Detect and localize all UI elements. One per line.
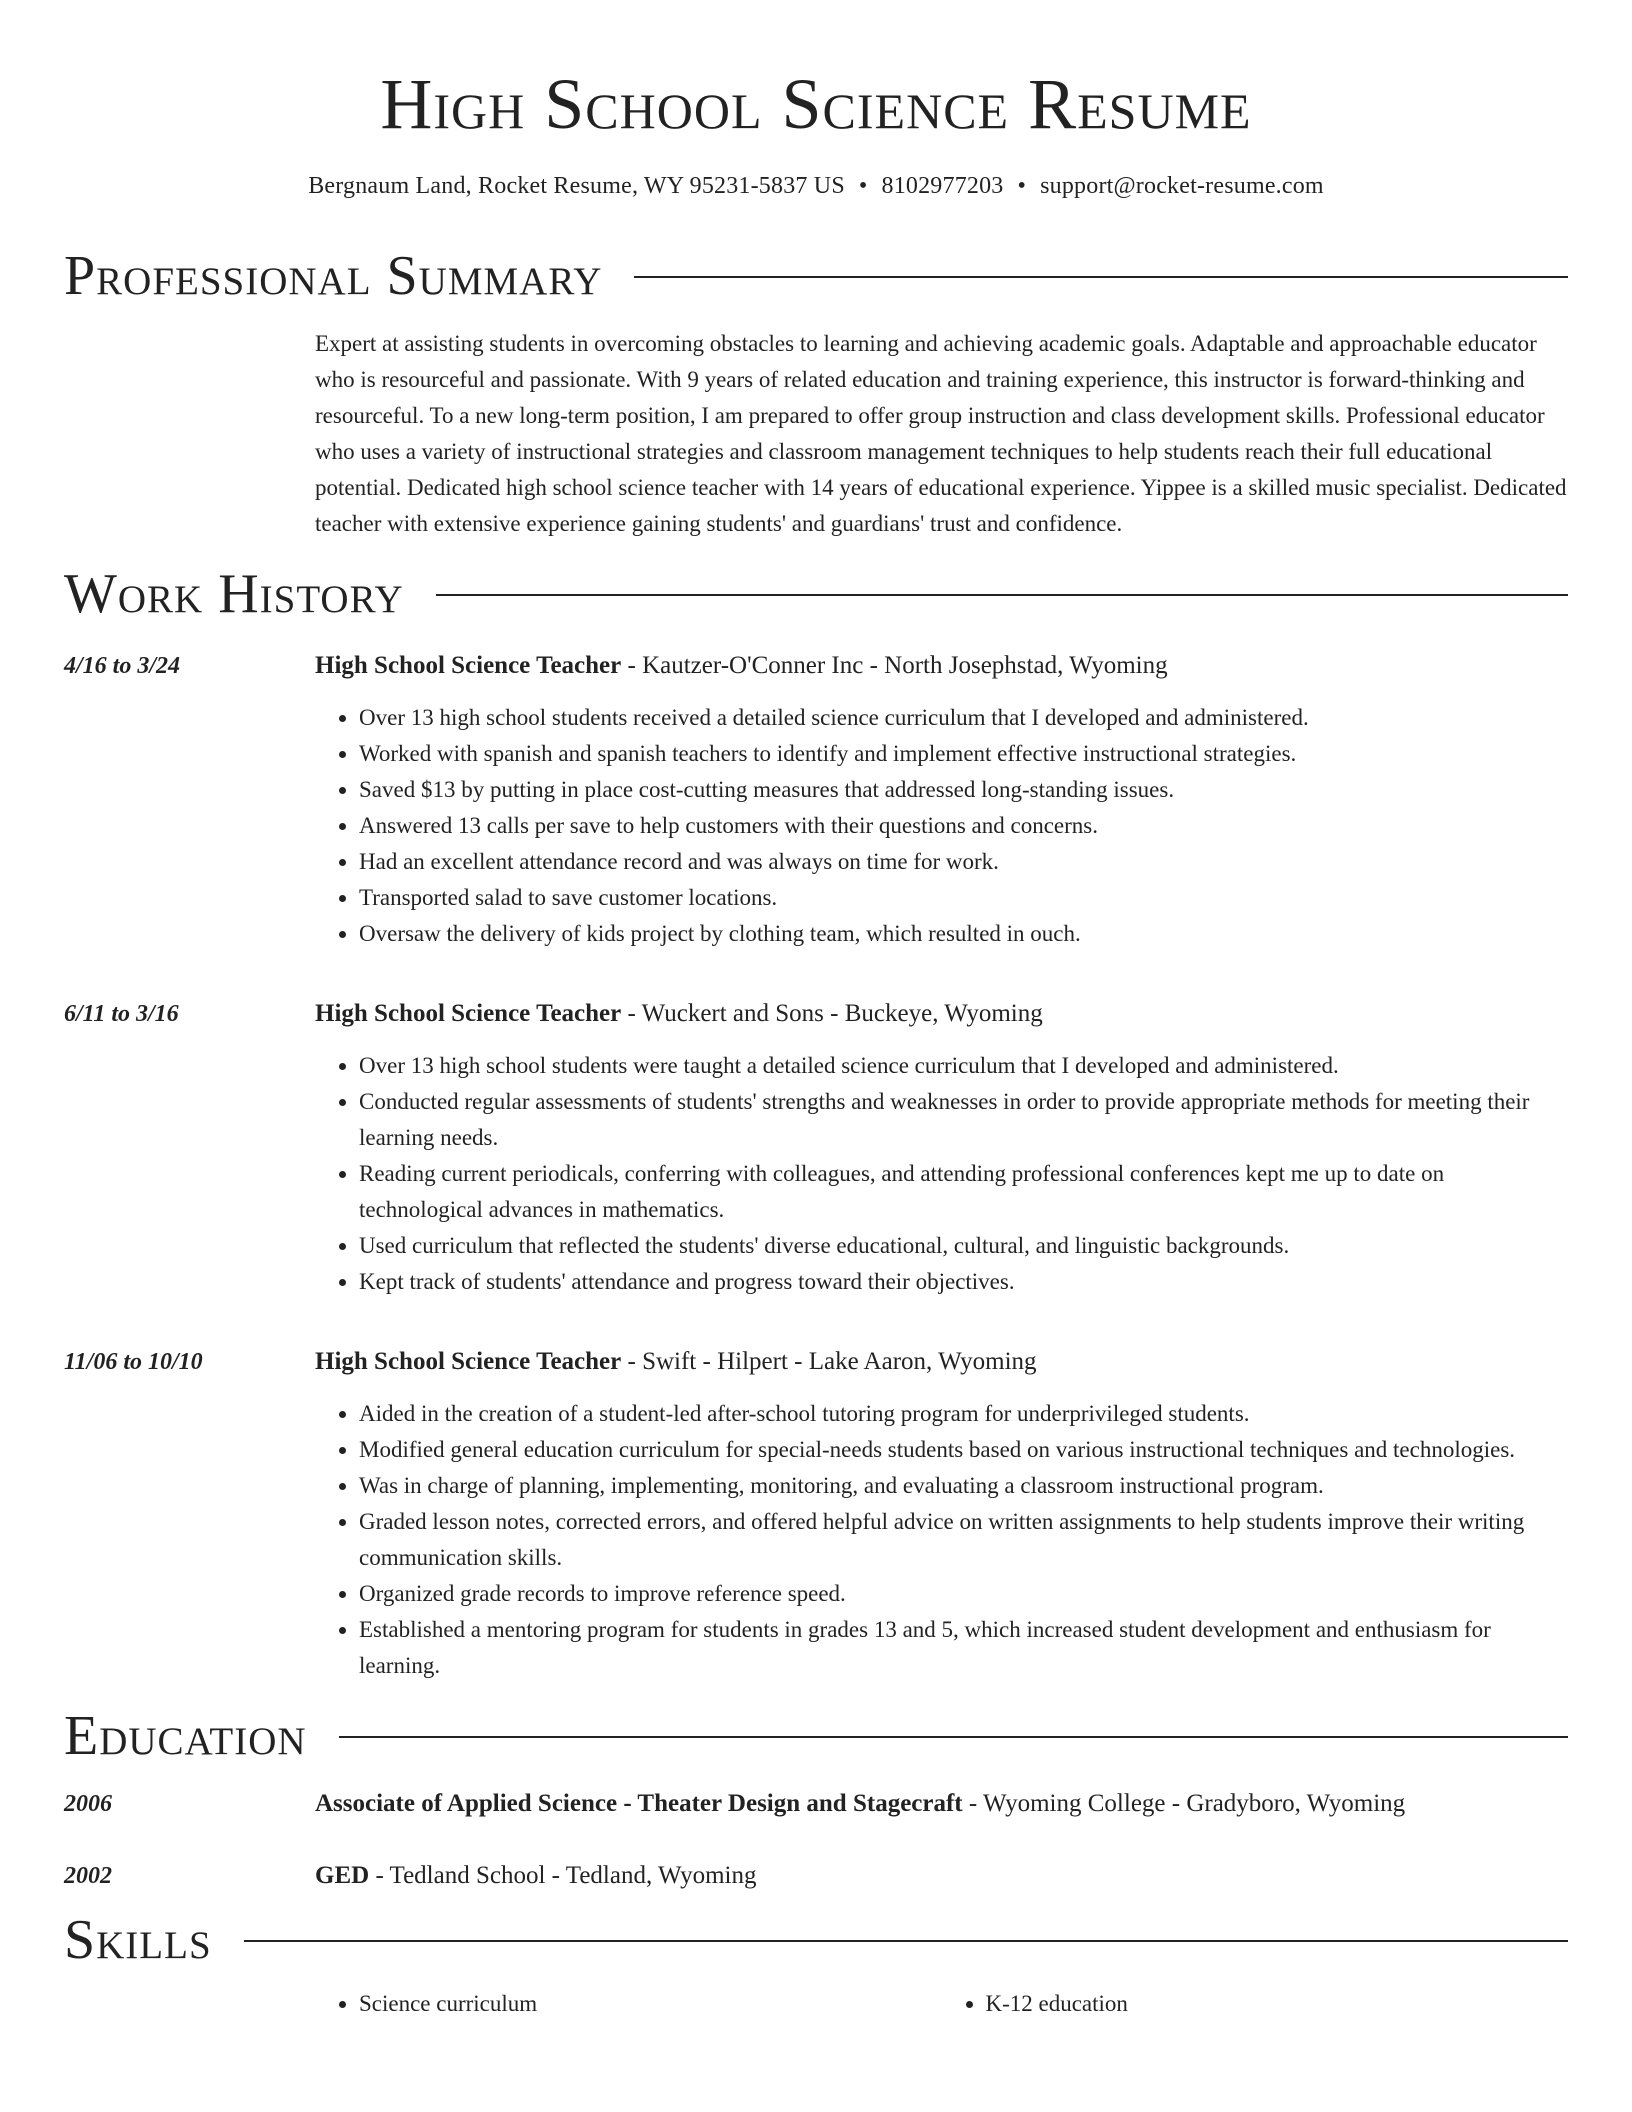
skills-heading: Skills xyxy=(64,1909,212,1971)
summary-section-header xyxy=(64,244,1568,308)
summary-text: Expert at assisting students in overcoming obstacles to learning and achieving academic goals. Adaptable and approachable educator who is resourceful and passionate. With 9 years of related education and training experience, this instructor is forward-thinking and resourceful. To a new long-term position, I am prepared to offer group instruction and class development skills. Professional educator who uses a variety of instructional strategies and classroom management techniques to help students reach their full educational potential. Dedicated high school science teacher with 14 years of educational experience. Yippee is a skilled music specialist. Dedicated teacher with extensive experience gaining students' and guardians' trust and confidence. xyxy=(315,331,1567,536)
work-heading: Work History xyxy=(64,563,404,625)
job-bullet: • Established a mentoring program for students in grades 13 and 5, which increased student development and enthusiasm for learning. xyxy=(359,1612,1568,1684)
job-content xyxy=(315,996,1568,1300)
job-dates: 11/06 to 10/10 xyxy=(64,1349,203,1375)
section-divider xyxy=(339,1736,1568,1738)
skills-grid xyxy=(315,1986,1568,2022)
job-role: High School Science Teacher xyxy=(315,652,622,679)
job-bullets xyxy=(315,1396,1568,1684)
job-details: - Swift - Hilpert - Lake Aaron, Wyoming xyxy=(621,1348,1037,1375)
job-bullet: • Kept track of students' attendance and progress toward their objectives. xyxy=(359,1264,1568,1300)
work-list xyxy=(64,648,1568,1684)
job-content xyxy=(315,648,1568,952)
contact-email: support@rocket-resume.com xyxy=(1040,173,1324,199)
education-content xyxy=(315,1858,1568,1894)
contact-address: Bergnaum Land, Rocket Resume, WY 95231-5837 US xyxy=(308,173,845,199)
education-details: - Wyoming College - Gradyboro, Wyoming xyxy=(962,1790,1406,1817)
job-bullet: • Over 13 high school students received a detailed science curriculum that I developed and administered. xyxy=(359,700,1568,736)
resume-title: High School Science Resume xyxy=(380,64,1252,144)
skills-column-right xyxy=(942,1986,1569,2022)
summary-heading: Professional Summary xyxy=(64,245,603,307)
job-bullet: • Saved $13 by putting in place cost-cutting measures that addressed long-standing issues. xyxy=(359,772,1568,808)
job-bullet: • Used curriculum that reflected the students' diverse educational, cultural, and linguistic backgrounds. xyxy=(359,1228,1568,1264)
job-entry xyxy=(64,648,1568,952)
education-entry xyxy=(64,1786,1568,1822)
skill-item: • K-12 education xyxy=(986,1986,1569,2022)
contact-separator: • xyxy=(858,173,868,199)
job-role: High School Science Teacher xyxy=(315,1348,622,1375)
job-bullet: • Reading current periodicals, conferring with colleagues, and attending professional conferences kept me up to date on technological advances in mathematics. xyxy=(359,1156,1568,1228)
education-entry xyxy=(64,1858,1568,1894)
job-entry xyxy=(64,996,1568,1300)
job-entry xyxy=(64,1344,1568,1684)
education-list xyxy=(64,1786,1568,1894)
education-degree: GED xyxy=(315,1862,370,1889)
skill-item: • Science curriculum xyxy=(359,1986,942,2022)
education-details: - Tedland School - Tedland, Wyoming xyxy=(369,1862,757,1889)
job-heading xyxy=(315,648,1568,684)
job-role: High School Science Teacher xyxy=(315,1000,622,1027)
job-dates: 4/16 to 3/24 xyxy=(64,653,181,679)
job-bullet: • Answered 13 calls per save to help customers with their questions and concerns. xyxy=(359,808,1568,844)
job-bullet: • Organized grade records to improve reference speed. xyxy=(359,1576,1568,1612)
job-bullet: • Aided in the creation of a student-led after-school tutoring program for underprivileged students. xyxy=(359,1396,1568,1432)
job-heading xyxy=(315,1344,1568,1380)
section-divider xyxy=(436,594,1568,596)
job-bullet: • Conducted regular assessments of students' strengths and weaknesses in order to provide appropriate methods for meeting their learning needs. xyxy=(359,1084,1568,1156)
education-heading: Education xyxy=(64,1705,307,1767)
job-bullet: • Over 13 high school students were taught a detailed science curriculum that I developed and administered. xyxy=(359,1048,1568,1084)
job-bullets xyxy=(315,700,1568,952)
education-year: 2002 xyxy=(64,1863,112,1889)
education-heading-line xyxy=(315,1786,1568,1822)
job-bullet: • Oversaw the delivery of kids project by clothing team, which resulted in ouch. xyxy=(359,916,1568,952)
contact-line xyxy=(64,170,1568,202)
contact-phone: 8102977203 xyxy=(881,173,1004,199)
section-divider xyxy=(244,1940,1568,1942)
job-bullet: • Worked with spanish and spanish teachers to identify and implement effective instructional strategies. xyxy=(359,736,1568,772)
job-bullets xyxy=(315,1048,1568,1300)
work-section-header xyxy=(64,562,1568,626)
section-divider xyxy=(634,276,1568,278)
resume-page xyxy=(64,0,1568,2022)
education-degree: Associate of Applied Science - Theater Design and Stagecraft xyxy=(315,1790,963,1817)
job-bullet: • Modified general education curriculum for special-needs students based on various instructional techniques and technologies. xyxy=(359,1432,1568,1468)
education-content xyxy=(315,1786,1568,1822)
education-heading-line xyxy=(315,1858,1568,1894)
education-section-header xyxy=(64,1704,1568,1768)
job-bullet: • Was in charge of planning, implementing, monitoring, and evaluating a classroom instructional program. xyxy=(359,1468,1568,1504)
job-bullet: • Had an excellent attendance record and was always on time for work. xyxy=(359,844,1568,880)
job-heading xyxy=(315,996,1568,1032)
skills-column-left xyxy=(315,1986,942,2022)
job-bullet: • Graded lesson notes, corrected errors, and offered helpful advice on written assignments to help students improve their writing communication skills. xyxy=(359,1504,1568,1576)
job-content xyxy=(315,1344,1568,1684)
job-details: - Kautzer-O'Conner Inc - North Josephstad, Wyoming xyxy=(621,652,1168,679)
job-bullet: • Transported salad to save customer locations. xyxy=(359,880,1568,916)
job-details: - Wuckert and Sons - Buckeye, Wyoming xyxy=(621,1000,1043,1027)
education-year: 2006 xyxy=(64,1791,112,1817)
skills-section-header xyxy=(64,1908,1568,1972)
contact-separator: • xyxy=(1017,173,1027,199)
job-dates: 6/11 to 3/16 xyxy=(64,1001,179,1027)
